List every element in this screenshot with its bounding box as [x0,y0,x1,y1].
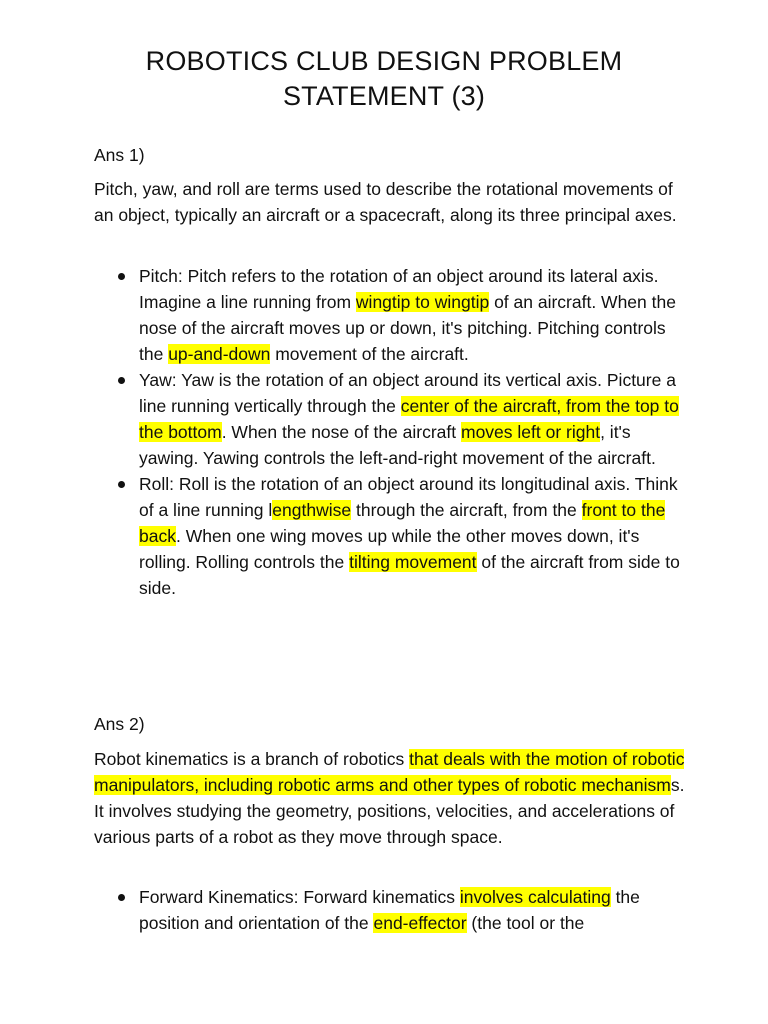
title-line-1: ROBOTICS CLUB DESIGN PROBLEM [145,46,623,76]
list-item-forward-kinematics [94,884,694,936]
forward-text: (the tool or the [466,913,585,933]
highlight: moves left or right [461,422,601,442]
document-title [0,44,768,114]
highlight: wingtip to wingtip [355,292,490,312]
highlight: engthwise [272,500,352,520]
bullet-icon [118,481,125,488]
roll-text: . When one wing moves up while the other moves down, it's rolling. Rolling controls the [139,526,640,572]
forward-text: Forward Kinematics: Forward kinematics [139,887,460,907]
list-item-roll [94,471,694,601]
bullet-icon [118,894,125,901]
highlight: that deals with the motion of robotic manipulators, including robotic arms and other types of robotic mechanism [94,749,685,795]
highlight: up-and-down [168,344,271,364]
bullet-icon [118,377,125,384]
roll-text: through the aircraft, from the [351,500,582,520]
answer-2-intro [94,746,694,850]
pitch-text: Pitch: Pitch refers to the rotation of an object around its lateral axis. Imagine a line running from [139,266,659,312]
yaw-text: Yaw: Yaw is the rotation of an object around its vertical axis. Picture a line running vertically through the [139,370,676,416]
highlight: front to the back [139,500,666,546]
pitch-text: of an aircraft. When the nose of the aircraft moves up or down, it's pitching. Pitching controls the [139,292,676,364]
list-item-pitch [94,263,694,367]
forward-text: the position and orientation of the [139,887,640,933]
answer-2-list [94,884,694,936]
highlight: involves calculating [459,887,611,907]
intro-text: s. It involves studying the geometry, positions, velocities, and accelerations of various parts of a robot as they move through space. [94,775,685,847]
yaw-text: . When the nose of the aircraft [221,422,461,442]
pitch-text: movement of the aircraft. [270,344,469,364]
highlight: tilting movement [349,552,477,572]
answer-1-intro: Pitch, yaw, and roll are terms used to describe the rotational movements of an object, typically an aircraft or a spacecraft, along its three principal axes. [94,179,677,225]
highlight: center of the aircraft, from the top to the bottom [139,396,679,442]
answer-2-heading: Ans 2) [94,714,145,734]
answer-1-heading: Ans 1) [94,145,145,165]
list-item-yaw [94,367,694,471]
roll-text: Roll: Roll is the rotation of an object around its longitudinal axis. Think of a line running l [139,474,678,520]
roll-text: of the aircraft from side to side. [139,552,680,598]
answer-1-list [94,263,694,601]
title-line-2: STATEMENT (3) [282,81,486,111]
intro-text: Robot kinematics is a branch of robotics [94,749,410,769]
highlight: end-effector [373,913,467,933]
yaw-text: , it's yawing. Yawing controls the left-and-right movement of the aircraft. [139,422,656,468]
bullet-icon [118,273,125,280]
